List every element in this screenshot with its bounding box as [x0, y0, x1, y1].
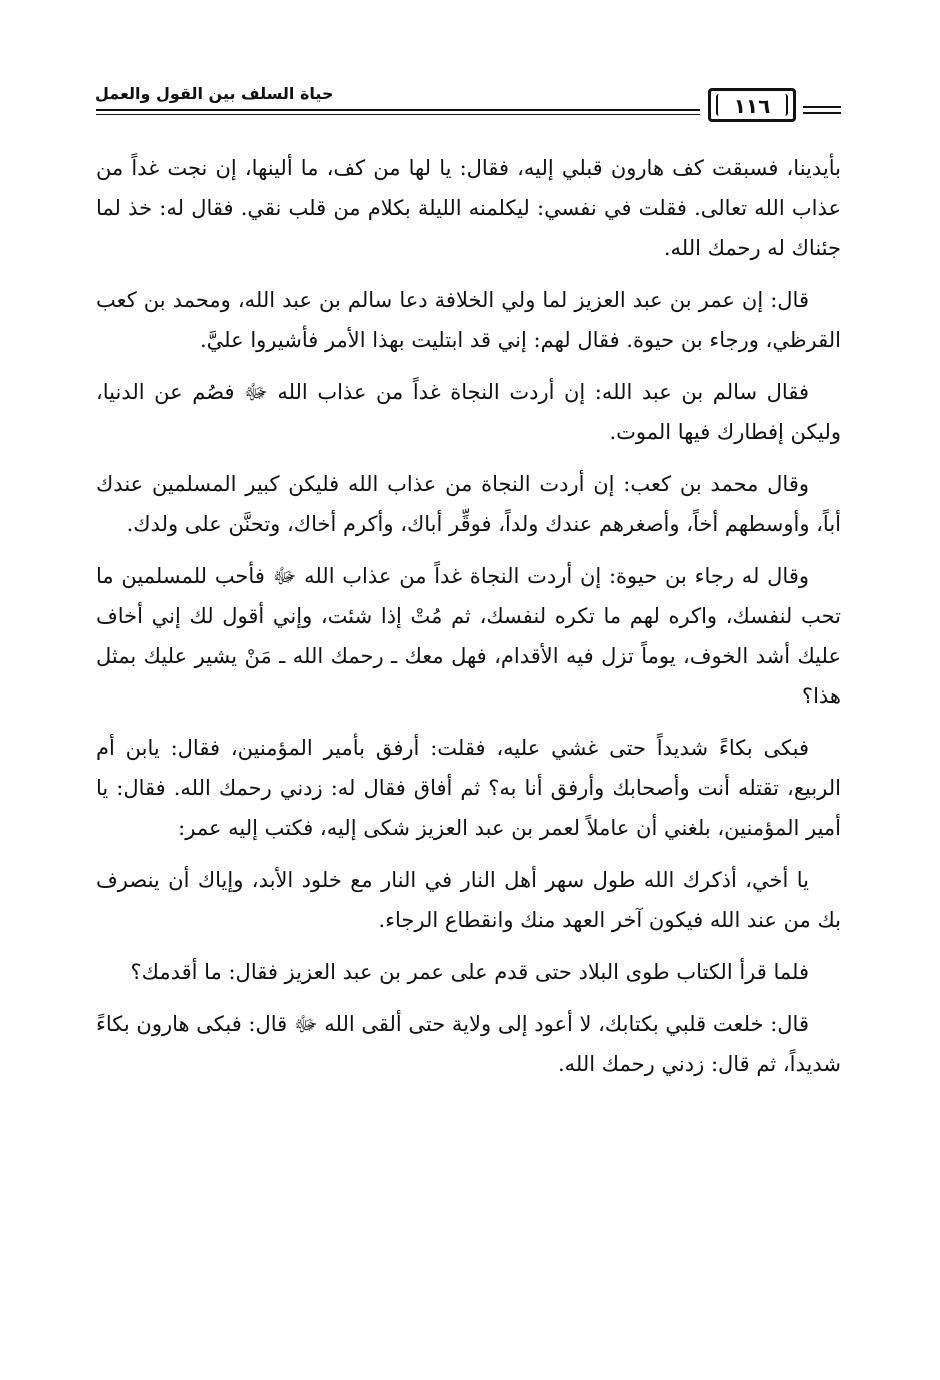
paragraph: فقال سالم بن عبد الله: إن أردت النجاة غداً من عذاب الله ﷻ فصُم عن الدنيا، وليكن إفطارك فيها الموت.	[96, 380, 841, 444]
header-rule-right	[803, 106, 841, 108]
page-header	[96, 78, 841, 128]
page-body	[96, 148, 841, 1096]
header-rule-thin	[96, 114, 700, 115]
paragraph: وقال محمد بن كعب: إن أردت النجاة من عذاب الله فليكن كبير المسلمين عندك أباً، وأوسطهم أخاً، وأصغرهم عندك ولداً، فوقِّر أباك، وأكرم أخاك، وتحنَّن على ولدك.	[96, 472, 841, 536]
running-title: حياة السلف بين القول والعمل	[95, 84, 334, 103]
paragraph: فلما قرأ الكتاب طوى البلاد حتى قدم على عمر بن عبد العزيز فقال: ما أقدمك؟	[130, 960, 809, 984]
paragraph: وقال له رجاء بن حيوة: إن أردت النجاة غداً من عذاب الله ﷻ فأحب للمسلمين ما تحب لنفسك، واكره لهم ما تكره لنفسك، ثم مُتْ إذا شئت، وإني أقول لك إني أخاف عليك أشد الخوف، يوماً تزل فيه الأقدام، فهل معك ـ رحمك الله ـ مَنْ يشير عليك بمثل هذا؟	[96, 564, 841, 708]
page-number-frame	[708, 88, 796, 122]
paragraph: يا أخي، أذكرك الله طول سهر أهل النار في النار مع خلود الأبد، وإياك أن ينصرف بك من عند الله فيكون آخر العهد منك وانقطاع الرجاء.	[96, 868, 841, 932]
paragraph: بأيدينا، فسبقت كف هارون قبلي إليه، فقال: يا لها من كف، ما ألينها، إن نجت غداً من عذاب الله تعالى. فقلت في نفسي: ليكلمنه الليلة بكلام من قلب نقي. فقال له: خذ لما جئناك له رحمك الله.	[96, 156, 841, 260]
header-rule	[96, 109, 700, 111]
header-rule-right-lower	[803, 112, 841, 114]
paragraph: قال: خلعت قلبي بكتابك، لا أعود إلى ولاية حتى ألقى الله ﷻ قال: فبكى هارون بكاءً شديداً، ثم قال: زدني رحمك الله.	[96, 1012, 841, 1076]
page-number: ١١٦	[733, 94, 771, 118]
paragraph: فبكى بكاءً شديداً حتى غشي عليه، فقلت: أرفق بأمير المؤمنين، فقال: يابن أم الربيع، تقتله أنت وأصحابك وأرفق أنا به؟ ثم أفاق فقال له: زدني رحمك الله. فقال: يا أمير المؤمنين، بلغني أن عاملاً لعمر بن عبد العزيز شكى إليه، فكتب إليه عمر:	[96, 736, 841, 840]
paragraph: قال: إن عمر بن عبد العزيز لما ولي الخلافة دعا سالم بن عبد الله، ومحمد بن كعب القرظي، ورجاء بن حيوة. فقال لهم: إني قد ابتليت بهذا الأمر فأشيروا عليَّ.	[96, 288, 841, 352]
